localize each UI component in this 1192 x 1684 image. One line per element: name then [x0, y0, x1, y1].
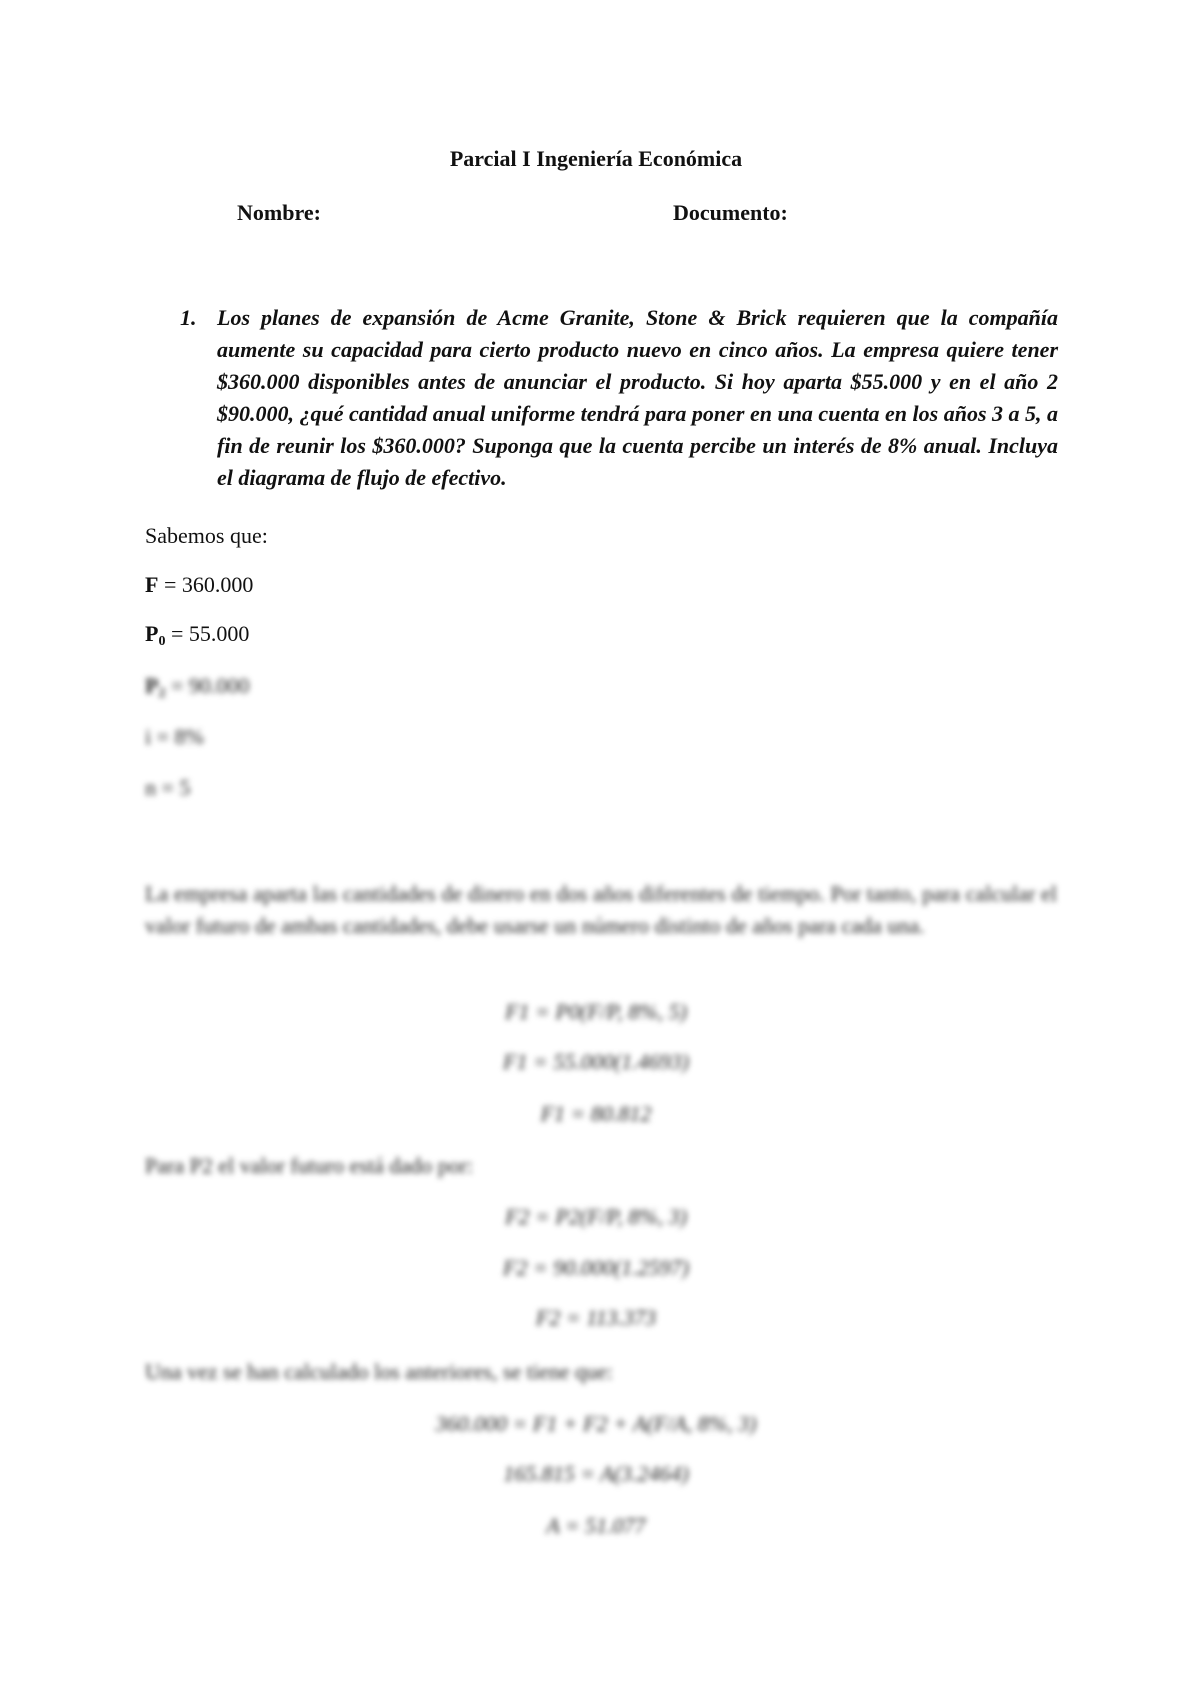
solution-paragraph-3: Una vez se han calculado los anteriores, se tiene que: [145, 1359, 613, 1384]
document-label: Documento: [673, 200, 788, 225]
given-p2-value: = 90.000 [170, 673, 250, 698]
equation-3b: 165.815 = A(3.2464) [503, 1461, 689, 1486]
given-n: n = 5 [145, 775, 191, 800]
given-p0-value: = 55.000 [170, 621, 250, 646]
equation-1b: F1 = 55.000(1.4693) [503, 1049, 689, 1074]
given-p0-sub: 0 [158, 634, 166, 649]
given-f [145, 571, 253, 599]
equation-2a: F2 = P2(F/P, 8%, 3) [505, 1204, 687, 1229]
given-f-symbol: F [145, 572, 159, 597]
solution-paragraph-1: La empresa aparta las cantidades de dinero en dos años diferentes de tiempo. Por tanto, para calcular el valor futuro de ambas cantidades, debe usarse un número distinto de años para cada una. [145, 881, 1057, 938]
solution-paragraph-2: Para P2 el valor futuro está dado por: [145, 1153, 474, 1178]
equation-3a: 360.000 = F1 + F2 + A(F/A, 8%, 3) [435, 1411, 757, 1436]
question-text: Los planes de expansión de Acme Granite, Stone & Brick requieren que la compañía aumente su capacidad para cierto producto nuevo en cinco años. La empresa quiere tener $360.000 disponibles antes de anunciar el producto. Si hoy aparta $55.000 y en el año 2 $90.000, ¿qué cantidad anual uniforme tendrá para poner en una cuenta en los años 3 a 5, a fin de reunir los $360.000? Suponga que la cuenta percibe un interés de 8% anual. Incluya el diagrama de flujo de efectivo. [217, 305, 1059, 490]
given-intro: Sabemos que: [145, 523, 268, 548]
document-title: Parcial I Ingeniería Económica [449, 146, 743, 171]
question-1 [180, 302, 1058, 494]
given-p0 [145, 620, 249, 656]
given-p2-sub: 2 [158, 686, 166, 701]
given-p2-symbol: P [145, 673, 159, 698]
equation-3c: A = 51.077 [546, 1513, 646, 1538]
question-number: 1. [180, 305, 197, 330]
equation-2c: F2 = 113.373 [535, 1305, 657, 1330]
equation-2b: F2 = 90.000(1.2597) [503, 1255, 689, 1280]
given-f-value: = 360.000 [163, 572, 254, 597]
name-label: Nombre: [237, 200, 321, 225]
given-p2 [145, 672, 249, 708]
equation-1a: F1 = P0(F/P, 8%, 5) [505, 999, 687, 1024]
given-p0-symbol: P [145, 621, 159, 646]
given-i: i = 8% [145, 724, 204, 749]
equation-1c: F1 = 80.812 [540, 1101, 652, 1126]
